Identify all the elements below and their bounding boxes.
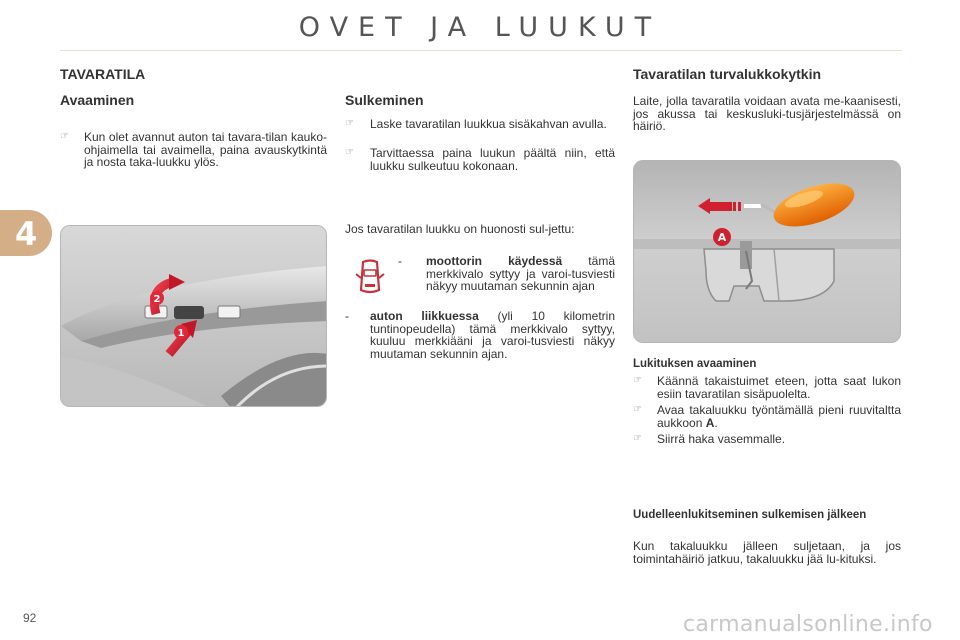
- unlocking-bullet-1-text: Käännä takaistuimet eteen, jotta saat lukon esiin tavaratilan sisäpuolelta.: [657, 374, 901, 401]
- closing-bullet-1: [345, 118, 615, 131]
- dash-mark: -: [345, 309, 349, 323]
- header-divider: [60, 50, 902, 51]
- closing-item-2-text: (yli 10 kilometrin tuntinopeudella) tämä merkkivalo syttyy, kuuluu merkkiääni ja varoi-tusviesti näkyy muutaman sekunnin ajan.: [370, 309, 615, 361]
- chapter-tab: [0, 210, 52, 256]
- page-number: 92: [23, 611, 37, 625]
- unlocking-title: Lukituksen avaaminen: [633, 358, 757, 370]
- closing-bullet-2-text: Tarvittaessa paina luukun päältä niin, että luukku sulkeutuu kokonaan.: [370, 146, 615, 173]
- relocking-text: Kun takaluukku jälleen suljetaan, ja jos toimintahäiriö jatkuu, takaluukku jää lu-kituksi.: [633, 539, 901, 566]
- closing-intro: Jos tavaratilan luukku on huonosti sul-jettu:: [345, 222, 575, 236]
- opening-title: Avaaminen: [60, 92, 135, 108]
- unlocking-bullet-3-text: Siirrä haka vasemmalle.: [657, 432, 786, 446]
- closing-item-1: [398, 255, 615, 293]
- chapter-number: 4: [15, 215, 38, 253]
- page-header-title: OVET JA LUUKUT: [298, 12, 662, 43]
- safety-lock-description: Laite, jolla tavaratila voidaan avata me-kaanisesti, jos akussa tai keskusluki-tusjärjestelmässä on häiriö.: [633, 94, 901, 133]
- dash-mark: -: [398, 254, 402, 268]
- figure-label-a: A: [717, 231, 727, 244]
- unlocking-bullet-2-end: .: [714, 415, 718, 430]
- section-title: TAVARATILA: [60, 66, 146, 82]
- closing-item-2-bold: auton liikkuessa: [370, 309, 479, 323]
- closing-bullet-2: [345, 147, 615, 172]
- opening-bullet-text: Kun olet avannut auton tai tavara-tilan kauko-ohjaimella tai avaimella, paina avauskytkintä ja nosta taka-luukku ylös.: [84, 130, 327, 169]
- figure-label-2: 2: [153, 294, 161, 305]
- unlocking-bullet-2-text: [657, 404, 901, 429]
- tailgate-opening-figure: [60, 225, 327, 407]
- figure-label-1: 1: [177, 328, 185, 339]
- unlocking-bullet-1: [633, 375, 901, 400]
- pointing-hand-icon: ☞: [633, 433, 642, 444]
- pointing-hand-icon: ☞: [633, 375, 642, 386]
- pointing-hand-icon: ☞: [345, 147, 354, 158]
- closing-item-1-text: tämä merkkivalo syttyy ja varoi-tusviesti näkyy muutaman sekunnin ajan: [426, 254, 615, 293]
- safety-lock-figure: [633, 160, 901, 343]
- pointing-hand-icon: ☞: [633, 404, 642, 415]
- tailgate-opening-illustration: [61, 226, 327, 407]
- unlocking-bullet-3: [633, 433, 901, 446]
- opening-bullet: [60, 131, 327, 169]
- relocking-title: Uudelleenlukitseminen sulkemisen jälkeen: [633, 509, 867, 521]
- unlocking-bullet-2: [633, 404, 901, 429]
- safety-lock-illustration: [634, 161, 901, 343]
- safety-lock-title: Tavaratilan turvalukkokytkin: [633, 66, 822, 82]
- closing-item-2: [345, 310, 615, 360]
- pointing-hand-icon: ☞: [345, 118, 354, 129]
- watermark-url: carmanualsonline.info: [683, 612, 933, 637]
- warning-lamp-icon: [354, 258, 386, 296]
- closing-item-1-bold: moottorin käydessä: [426, 254, 563, 268]
- closing-title: Sulkeminen: [345, 92, 424, 108]
- closing-bullet-1-text: Laske tavaratilan luukkua sisäkahvan avulla.: [370, 117, 607, 131]
- unlocking-bullet-2-bold: A: [705, 415, 715, 430]
- unlocking-bullet-2-main: Avaa takaluukku työntämällä pieni ruuvitaltta aukkoon: [657, 403, 901, 430]
- pointing-hand-icon: ☞: [60, 131, 69, 142]
- car-open-door-icon: [354, 258, 386, 296]
